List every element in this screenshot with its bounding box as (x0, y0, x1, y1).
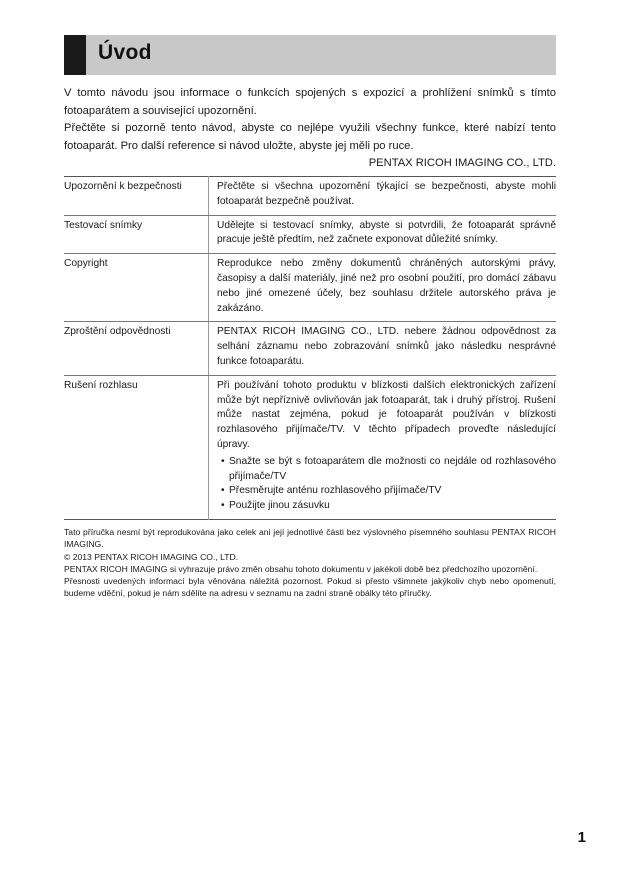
list-item: • Použijte jinou zásuvku (217, 499, 556, 514)
table-row (64, 322, 556, 375)
page-title: Úvod (98, 41, 152, 64)
footer-line: Tato příručka nesmí být reprodukována jako celek ani její jednotlivé části bez výslovného písemného souhlasu PENTAX RICOH IMAGING. (64, 526, 556, 550)
row-text: Přečtěte si všechna upozornění týkající se bezpečnosti, abyste mohli fotoaparát bezpečně používat. (209, 177, 557, 216)
table-row (64, 215, 556, 254)
table-row (64, 177, 556, 216)
list-item: • Snažte se být s fotoaparátem dle možnosti co nejdále od rozhlasového přijímače/TV (217, 455, 556, 485)
table-row (64, 254, 556, 322)
table-row (64, 375, 556, 519)
bullet-list (217, 455, 556, 514)
legal-footer (64, 526, 556, 600)
intro-paragraph-1: V tomto návodu jsou informace o funkcích spojených s expozicí a prohlížení snímků s tímto fotoaparátem a související upozornění. (64, 87, 556, 117)
row-text: Udělejte si testovací snímky, abyste si potvrdili, že fotoaparát správně pracuje ještě předtím, než začnete exponovat důležité snímky. (209, 215, 557, 254)
row-content (209, 375, 557, 519)
intro-section (64, 85, 556, 155)
list-item: • Přesměrujte anténu rozhlasového přijímače/TV (217, 484, 556, 499)
row-text: Reprodukce nebo změny dokumentů chráněných autorskými právy, časopisy a další materiály, jiné než pro osobní použití, pro domácí zábavu nebo jiné omezené účely, bez souhlasu držitele autorského práva je zakázáno. (209, 254, 557, 322)
row-text: PENTAX RICOH IMAGING CO., LTD. nebere žádnou odpovědnost za selhání záznamu nebo zobrazování snímků jako následku nesprávné funkce fotoaparátu. (209, 322, 557, 375)
company-name: PENTAX RICOH IMAGING CO., LTD. (368, 157, 556, 169)
footer-line: © 2013 PENTAX RICOH IMAGING CO., LTD. (64, 551, 239, 562)
header-marker (64, 35, 86, 75)
notice-table (64, 176, 556, 520)
section-header (64, 35, 556, 75)
row-label: Upozornění k bezpečnosti (64, 177, 209, 216)
footer-line: PENTAX RICOH IMAGING si vyhrazuje právo změn obsahu tohoto dokumentu v jakékoli době bez předchozího upozornění. (64, 563, 538, 574)
row-label: Rušení rozhlasu (64, 379, 138, 391)
document-page (64, 35, 556, 600)
row-text: Při používání tohoto produktu v blízkosti dalších elektronických zařízení může být nepříznivě ovlivňován jak fotoaparát, tak i druhý přístroj. Rušení může nastat zejména, pokud je fotoaparát používán v blízkosti rozhlasového přijímače/TV. V těchto případech proveďte následující úpravy. (217, 379, 556, 450)
page-number: 1 (577, 829, 586, 846)
row-label: Zproštění odpovědnosti (64, 322, 209, 375)
intro-paragraph-2: Přečtěte si pozorně tento návod, abyste co nejlépe využili všechny funkce, které nabízí tento fotoaparát. Pro další reference si návod uložte, abyste jej měli po ruce. (64, 122, 556, 152)
footer-line: Přesnosti uvedených informací byla věnována náležitá pozornost. Pokud si přesto všimnete jakýkoliv chyb nebo opomenutí, budeme vděční, pokud je nám sdělíte na adresu v seznamu na zadní straně obálky této příručky. (64, 576, 556, 599)
row-label: Copyright (64, 254, 209, 322)
row-label: Testovací snímky (64, 215, 209, 254)
